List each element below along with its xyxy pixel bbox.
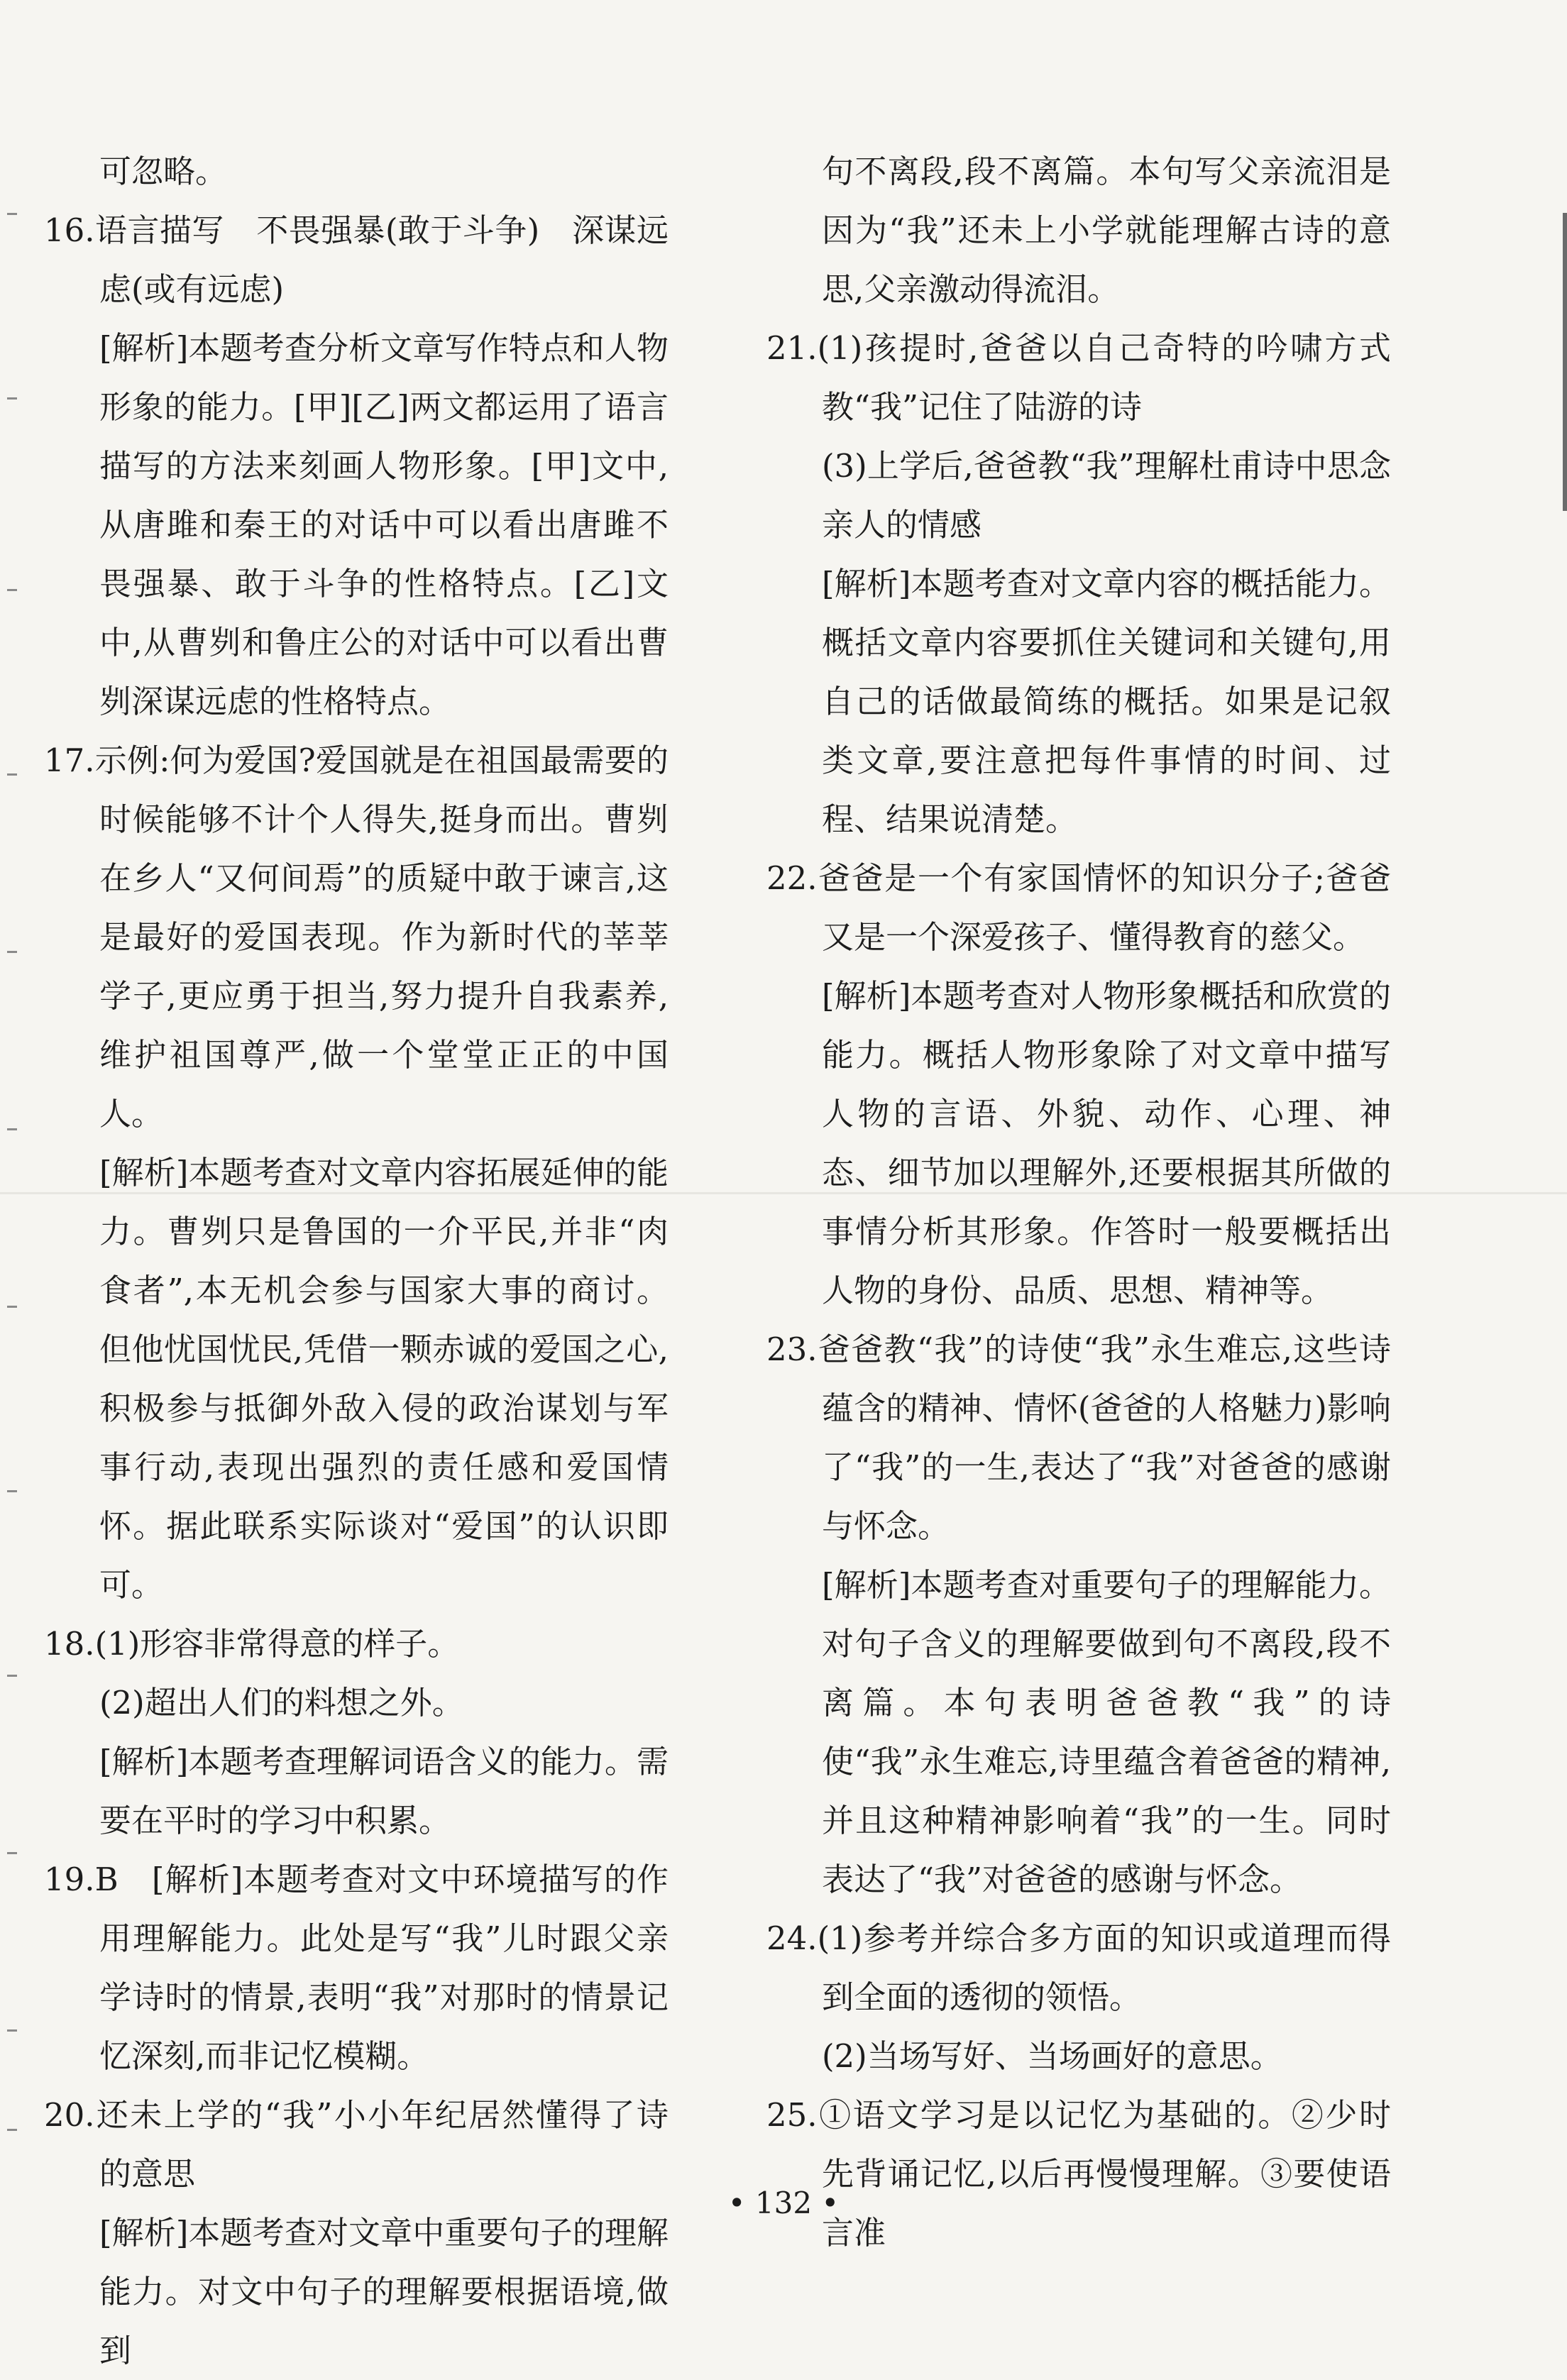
q20-analysis-cont: 句不离段,段不离篇。本句写父亲流泪是因为“我”还未上小学就能理解古诗的意思,父亲激动得流泪。 [822, 153, 1391, 308]
q17-analysis: [解析]本题考查对文章内容拓展延伸的能力。曹刿只是鲁国的一介平民,并非“肉食者”,本无机会参与国家大事的商讨。但他忧国忧民,凭借一颗赤诚的爱国之心,积极参与抵御外敌入侵的政治谋划与军事行动,表现出强烈的责任感和爱国情怀。据此联系实际谈对“爱国”的认识即可。 [99, 1154, 669, 1604]
q19-answer: 19.B [解析]本题考查对文中环境描写的作用理解能力。此处是写“我”儿时跟父亲学诗时的情景,表明“我”对那时的情景记忆深刻,而非记忆模糊。 [44, 1861, 669, 2075]
left-column [44, 142, 669, 2380]
q20-analysis: [解析]本题考查对文章中重要句子的理解能力。对文中句子的理解要根据语境,做到 [99, 2214, 669, 2369]
q16-answer: 16.语言描写 不畏强暴(敢于斗争) 深谋远虑(或有远虑) [44, 211, 669, 308]
q23-analysis: [解析]本题考查对重要句子的理解能力。对句子含义的理解要做到句不离段,段不离篇。本句表明爸爸教“我”的诗使“我”永生难忘,诗里蕴含着爸爸的精神,并且这种精神影响着“我”的一生。同时表达了“我”对爸爸的感谢与怀念。 [822, 1566, 1391, 1898]
page-number: • 132 • [727, 2186, 840, 2220]
q25-answer: 25.①语文学习是以记忆为基础的。②少时先背诵记忆,以后再慢慢理解。③要使语言准 [766, 2096, 1391, 2252]
q21-analysis: [解析]本题考查对文章内容的概括能力。概括文章内容要抓住关键词和关键句,用自己的话做最简练的概括。如果是记叙类文章,要注意把每件事情的时间、过程、结果说清楚。 [822, 565, 1391, 838]
right-column [766, 142, 1391, 2262]
q17-answer: 17.示例:何为爱国?爱国就是在祖国最需要的时候能够不计个人得失,挺身而出。曹刿在乡人“又何间焉”的质疑中敢于谏言,这是最好的爱国表现。作为新时代的莘莘学子,更应勇于担当,努力提升自我素养,维护祖国尊严,做一个堂堂正正的中国人。 [44, 742, 669, 1133]
q23-answer: 23.爸爸教“我”的诗使“我”永生难忘,这些诗蕴含的精神、情怀(爸爸的人格魅力)影响了“我”的一生,表达了“我”对爸爸的感谢与怀念。 [766, 1331, 1391, 1545]
q24-answer: 24.(1)参考并综合多方面的知识或道理而得到全面的透彻的领悟。 [766, 1919, 1391, 2016]
q21-answer: 21.(1)孩提时,爸爸以自己奇特的吟啸方式教“我”记住了陆游的诗 [766, 329, 1391, 426]
q24-answer-2: (2)当场写好、当场画好的意思。 [822, 2037, 1282, 2075]
right-edge-shadow [1563, 213, 1567, 511]
q21-answer-3: (3)上学后,爸爸教“我”理解杜甫诗中思念亲人的情感 [822, 447, 1391, 544]
q18-analysis: [解析]本题考查理解词语含义的能力。需要在平时的学习中积累。 [99, 1743, 669, 1839]
binding-edge-marks [0, 0, 28, 2308]
q20-answer: 20.还未上学的“我”小小年纪居然懂得了诗的意思 [44, 2096, 669, 2193]
q16-analysis: [解析]本题考查分析文章写作特点和人物形象的能力。[甲][乙]两文都运用了语言描写的方法来刻画人物形象。[甲]文中,从唐雎和秦王的对话中可以看出唐雎不畏强暴、敢于斗争的性格特点。[乙]文中,从曹刿和鲁庄公的对话中可以看出曹刿深谋远虑的性格特点。 [99, 329, 669, 720]
left-0: 可忽略。 [99, 153, 228, 190]
q18-answer-2: (2)超出人们的料想之外。 [99, 1684, 464, 1721]
q18-answer: 18.(1)形容非常得意的样子。 [44, 1625, 460, 1663]
q22-analysis: [解析]本题考查对人物形象概括和欣赏的能力。概括人物形象除了对文章中描写人物的言语、外貌、动作、心理、神态、细节加以理解外,还要根据其所做的事情分析其形象。作答时一般要概括出人物的身份、品质、思想、精神等。 [822, 977, 1391, 1309]
q22-answer: 22.爸爸是一个有家国情怀的知识分子;爸爸又是一个深爱孩子、懂得教育的慈父。 [766, 859, 1391, 956]
